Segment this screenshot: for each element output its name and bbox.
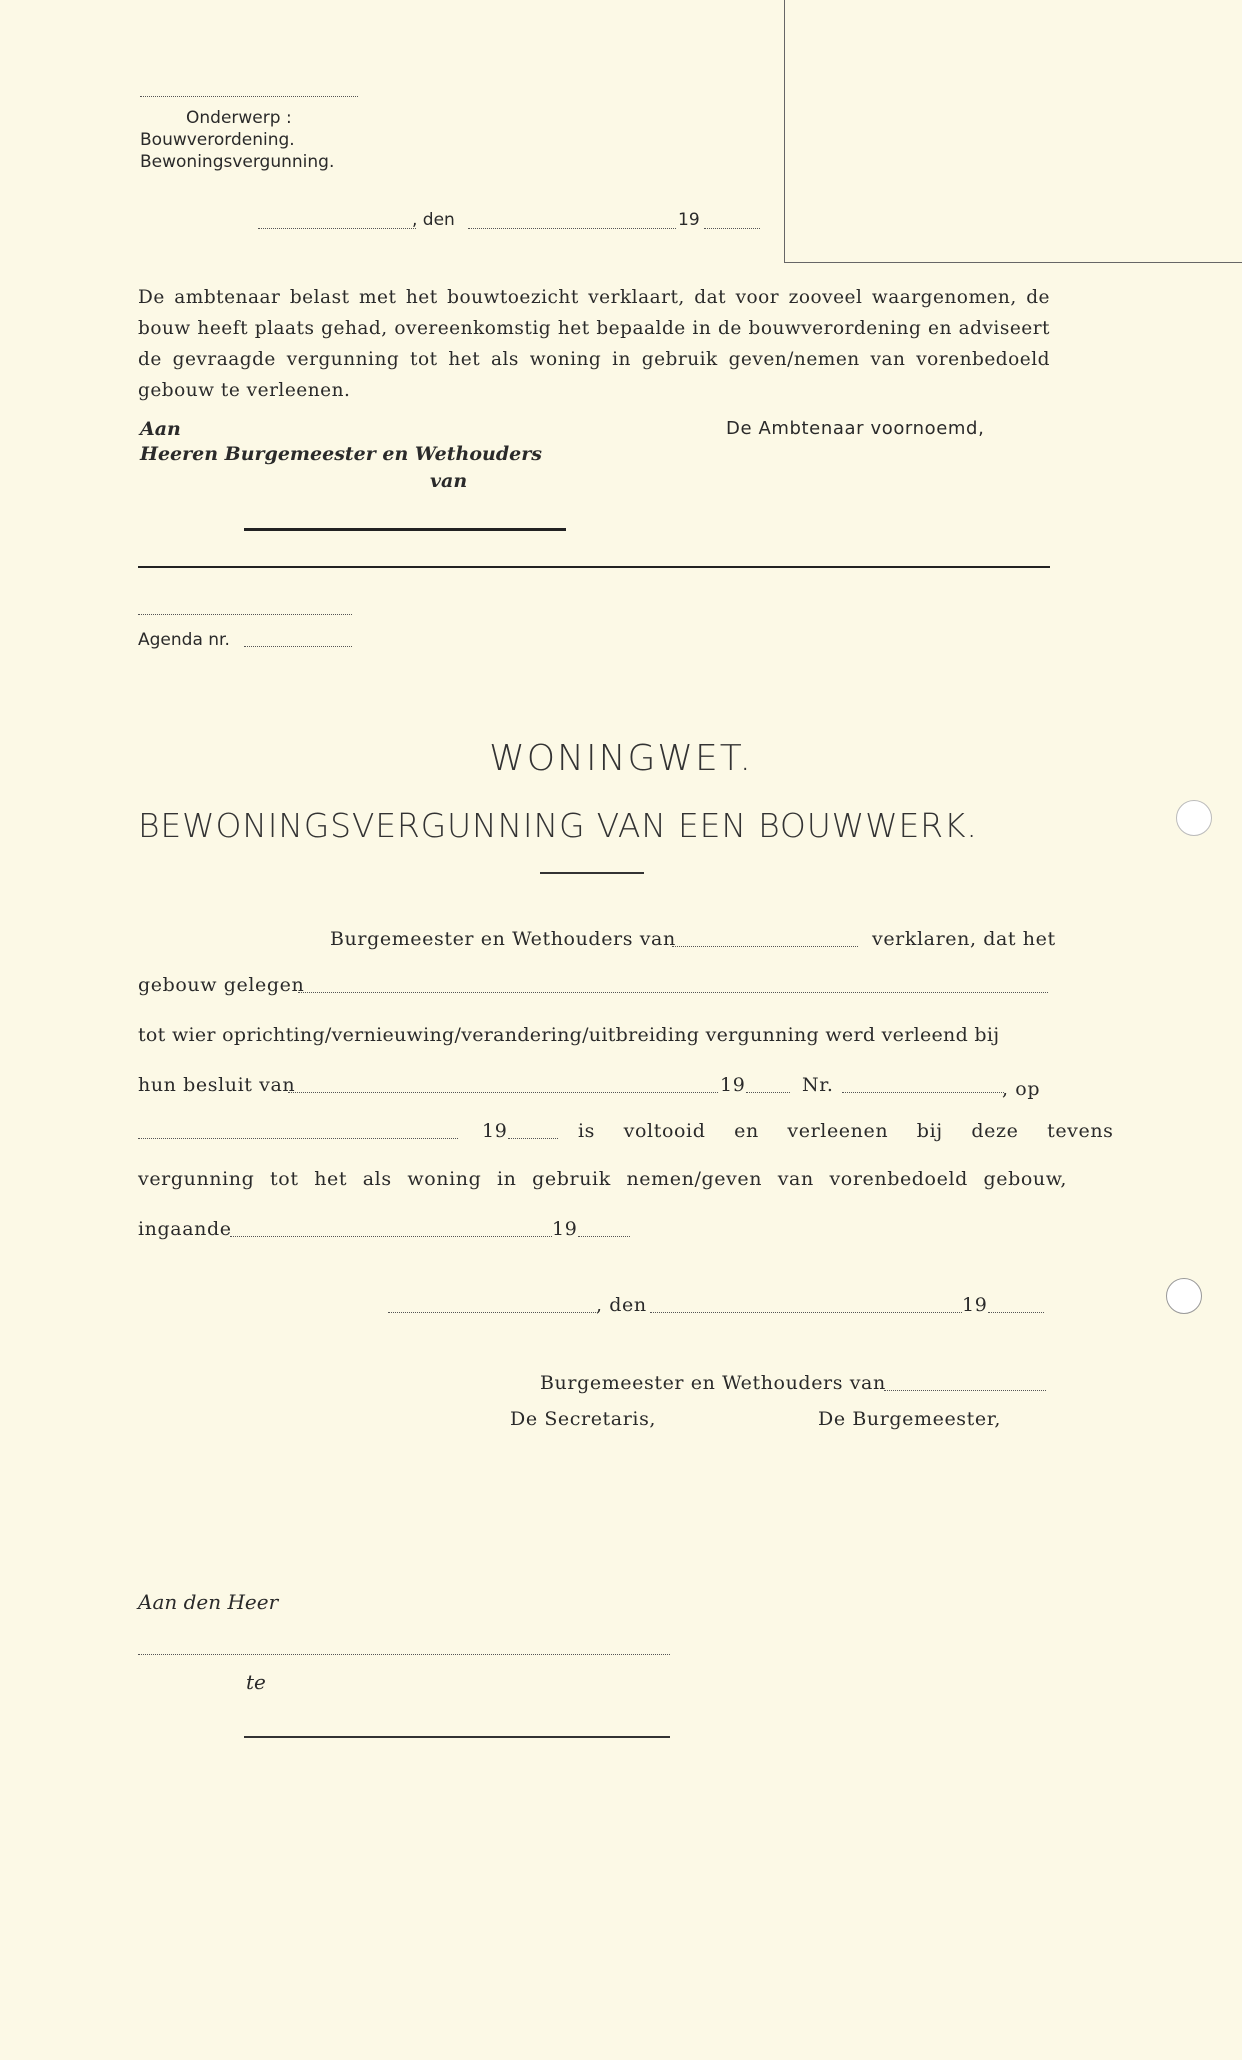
addressee-line-3: van [430,470,468,492]
body-line-1-text: Burgemeester en Wethouders van [330,928,676,950]
closing-day-field[interactable] [650,1312,962,1313]
building-location-field[interactable] [298,992,1048,993]
recipient-label: Aan den Heer [138,1590,279,1614]
agenda-rule [138,614,352,615]
body-line-4-nr: Nr. [802,1074,834,1096]
subject-line-2: Bewoningsvergunning. [140,152,335,172]
body-line-5-text: is voltooid en verleenen bij deze tevens [578,1120,1114,1142]
recipient-place-field[interactable] [244,1736,670,1738]
date-place-field[interactable] [258,228,416,229]
subject-line-1: Bouwverordening. [140,130,295,150]
body-line-5-year: 19 [482,1120,508,1142]
date-den-label: , den [412,210,455,230]
secretary-label: De Secretaris, [510,1408,657,1430]
body-line-7-year: 19 [552,1218,578,1240]
municipality-name-field[interactable] [672,946,858,947]
body-line-4-end: , op [1002,1078,1041,1100]
closing-year-field[interactable] [988,1312,1044,1313]
effective-date-field[interactable] [230,1236,552,1237]
closing-den-label: , den [596,1294,647,1316]
inspector-statement: De ambtenaar belast met het bouwtoezicht verklaart, dat voor zooveel waargenomen, de bouw heeft plaats gehad, overeenkomstig het bepaalde in de bouwverordening en adviseert de gevraagde vergunning tot het als woning in gebruik geven/nemen van vorenbedoeld gebouw te verleenen. [138,287,1050,401]
stamp-box [784,0,1242,263]
municipality-field[interactable] [244,528,566,531]
agenda-number-field[interactable] [244,646,352,647]
title-woningwet: WONINGWET. [489,738,753,779]
decision-year-field[interactable] [746,1092,790,1093]
body-line-4-text: hun besluit van [138,1074,296,1096]
recipient-name-field[interactable] [138,1654,670,1655]
recipient-te-label: te [246,1670,266,1694]
date-year-field[interactable] [704,228,760,229]
title-underline [540,872,644,874]
section-divider [138,566,1050,568]
closing-year-label: 19 [962,1294,988,1316]
body-line-1-end: verklaren, dat het [872,928,1056,950]
body-line-6-text: vergunning tot het als woning in gebruik nemen/geven van vorenbedoeld gebouw, [138,1168,1068,1190]
closing-municipality-field[interactable] [884,1390,1046,1391]
inspector-signature-label: De Ambtenaar voornoemd, [726,418,985,439]
addressee-line-2: Heeren Burgemeester en Wethouders [140,443,542,465]
completion-year-field[interactable] [508,1138,558,1139]
mayor-label: De Burgemeester, [818,1408,1001,1430]
body-line-7-text: ingaande [138,1218,232,1240]
body-line-3-text: tot wier oprichting/vernieuwing/verandering/uitbreiding vergunning werd verleend bij [138,1024,1000,1046]
closing-place-field[interactable] [388,1312,596,1313]
completion-date-field[interactable] [138,1138,458,1139]
date-year-label: 19 [678,210,700,230]
decision-date-field[interactable] [288,1092,718,1093]
subject-label: Onderwerp : [186,108,292,128]
title-bewoningsvergunning: BEWONINGSVERGUNNING VAN EEN BOUWWERK. [138,806,978,845]
addressee-line-1: Aan [140,418,181,440]
body-line-4-year: 19 [720,1074,746,1096]
effective-year-field[interactable] [578,1236,630,1237]
agenda-label: Agenda nr. [138,630,230,650]
body-line-2-text: gebouw gelegen [138,974,305,996]
punch-hole-top [1176,800,1212,836]
decision-number-field[interactable] [842,1092,1004,1093]
closing-authority: Burgemeester en Wethouders van [540,1372,886,1394]
date-day-field[interactable] [468,228,676,229]
punch-hole-bottom [1166,1278,1202,1314]
header-rule [140,96,358,97]
